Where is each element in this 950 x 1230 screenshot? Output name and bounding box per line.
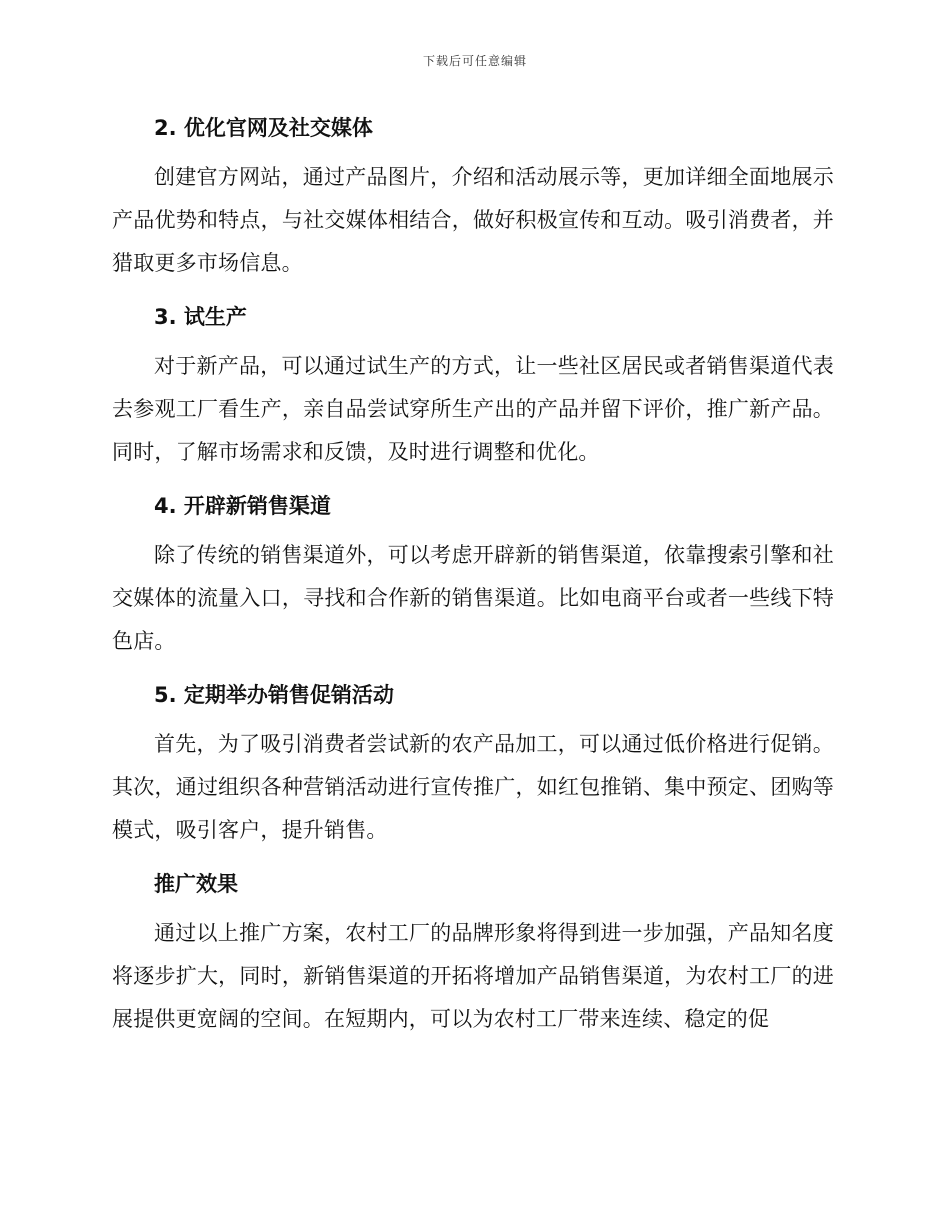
section-paragraph-5: 首先，为了吸引消费者尝试新的农产品加工，可以通过低价格进行促销。其次，通过组织各种营销活动进行宣传推广，如红包推销、集中预定、团购等模式，吸引客户，提升销售。 <box>112 732 834 842</box>
section-heading-3: 3. 试生产 <box>154 305 247 329</box>
section-paragraph-4: 除了传统的销售渠道外，可以考虑开辟新的销售渠道，依靠搜索引擎和社交媒体的流量入口，寻找和合作新的销售渠道。比如电商平台或者一些线下特色店。 <box>112 543 834 653</box>
section-heading-5: 5. 定期举办销售促销活动 <box>154 683 394 707</box>
document-body <box>112 108 834 1053</box>
section-paragraph-2: 创建官方网站，通过产品图片，介绍和活动展示等，更加详细全面地展示产品优势和特点，与社交媒体相结合，做好积极宣传和互动。吸引消费者，并猎取更多市场信息。 <box>112 165 834 275</box>
section-paragraph-3: 对于新产品，可以通过试生产的方式，让一些社区居民或者销售渠道代表去参观工厂看生产，亲自品尝试穿所生产出的产品并留下评价，推广新产品。同时，了解市场需求和反馈，及时进行调整和优化。 <box>112 354 834 464</box>
section-paragraph-effect: 通过以上推广方案，农村工厂的品牌形象将得到进一步加强，产品知名度将逐步扩大，同时，新销售渠道的开拓将增加产品销售渠道，为农村工厂的进展提供更宽阔的空间。在短期内，可以为农村工厂带来连续、稳定的促 <box>112 921 834 1031</box>
section-heading-4: 4. 开辟新销售渠道 <box>154 494 331 518</box>
section-heading-effect: 推广效果 <box>154 872 238 896</box>
section-heading-2: 2. 优化官网及社交媒体 <box>154 116 373 140</box>
page-header: 下载后可任意编辑 <box>422 54 527 68</box>
